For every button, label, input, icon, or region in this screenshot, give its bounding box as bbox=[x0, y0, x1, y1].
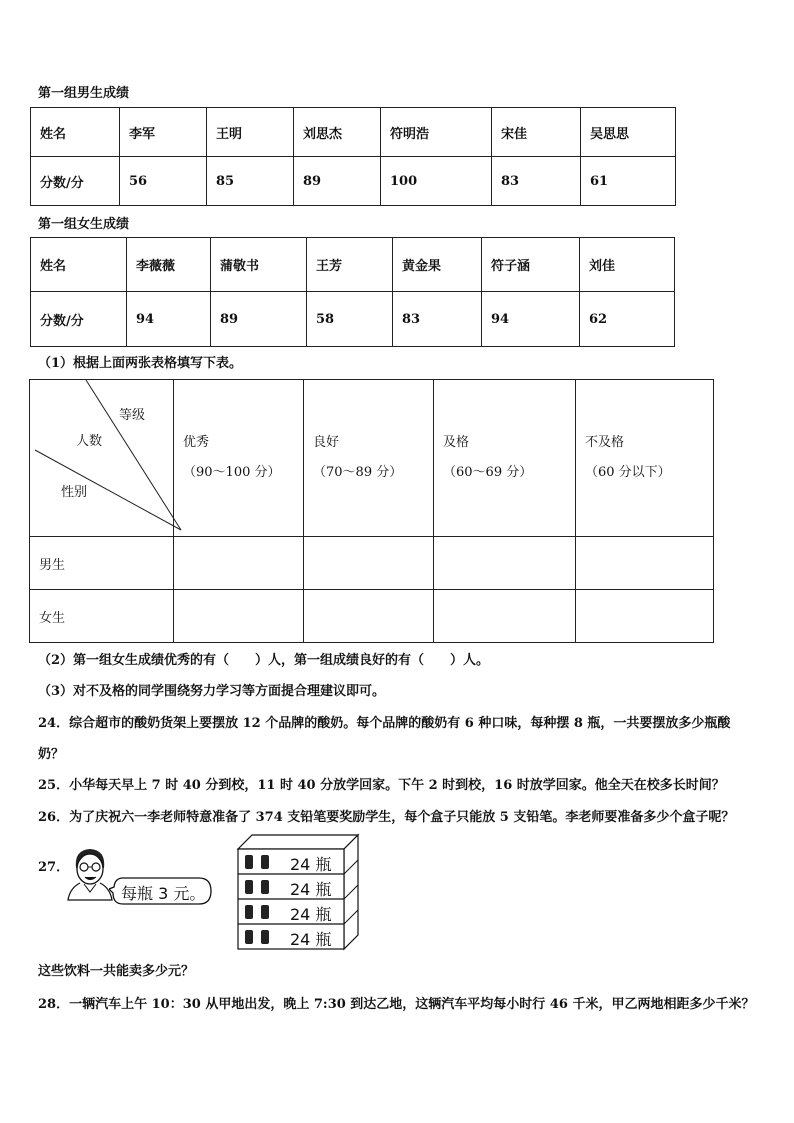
question-25-text: 25．小华每天早上 7 时 40 分到校，11 时 40 分放学回家。下午 2 时到校，16 时放学回家。他全天在校多长时间？ bbox=[38, 778, 725, 793]
boy-name: 宋佳 bbox=[492, 108, 581, 157]
boy-score: 100 bbox=[381, 157, 492, 206]
level-name: 及格 bbox=[443, 435, 470, 450]
answer-cell[interactable] bbox=[434, 537, 576, 590]
boy-score: 85 bbox=[207, 157, 294, 206]
boy-name: 吴思思 bbox=[581, 108, 676, 157]
diagonal-lines bbox=[30, 380, 182, 537]
table-row bbox=[31, 108, 676, 157]
question-28-text: 28．一辆汽车上午 10：30 从甲地出发，晚上 7:30 到达乙地，这辆汽车平均每小时行 46 千米，甲乙两地相距多少千米？ bbox=[38, 997, 755, 1012]
question-24-text-cont: 奶？ bbox=[38, 747, 65, 762]
girls-table-caption: 第一组女生成绩 bbox=[38, 217, 130, 232]
crate-label: 24 瓶 bbox=[290, 855, 332, 874]
diagonal-header-cell bbox=[30, 380, 174, 537]
girl-score: 89 bbox=[211, 292, 307, 347]
name-header: 姓名 bbox=[31, 108, 120, 157]
boy-score: 83 bbox=[492, 157, 581, 206]
girl-score: 62 bbox=[580, 292, 675, 347]
crate-label: 24 瓶 bbox=[290, 905, 332, 924]
crate bbox=[242, 877, 342, 897]
answer-cell[interactable] bbox=[304, 590, 434, 643]
level-range: （60 分以下） bbox=[585, 465, 671, 480]
girl-score: 94 bbox=[127, 292, 211, 347]
table-row bbox=[30, 537, 714, 590]
level-range: （70～89 分） bbox=[313, 465, 403, 480]
question-27-number: 27． bbox=[38, 860, 70, 875]
diag-label-grade: 等级 bbox=[119, 408, 146, 423]
question-2-text: （2）第一组女生成绩优秀的有（ ）人，第一组成绩良好的有（ ）人。 bbox=[38, 653, 490, 668]
girl-score: 58 bbox=[307, 292, 393, 347]
answer-cell[interactable] bbox=[434, 590, 576, 643]
girls-score-table bbox=[30, 237, 675, 347]
answer-cell[interactable] bbox=[576, 537, 714, 590]
question-24-text: 24．综合超市的酸奶货架上要摆放 12 个品牌的酸奶。每个品牌的酸奶有 6 种口味，每种摆 8 瓶，一共要摆放多少瓶酸 bbox=[38, 716, 731, 731]
girl-name: 黄金果 bbox=[393, 238, 482, 292]
boy-name: 符明浩 bbox=[381, 108, 492, 157]
boy-name: 王明 bbox=[207, 108, 294, 157]
boys-table-caption: 第一组男生成绩 bbox=[38, 86, 130, 101]
answer-cell[interactable] bbox=[576, 590, 714, 643]
table-row bbox=[31, 238, 675, 292]
level-name: 优秀 bbox=[183, 435, 210, 450]
boy-name: 李军 bbox=[120, 108, 207, 157]
girl-name: 刘佳 bbox=[580, 238, 675, 292]
girl-name: 蒲敬书 bbox=[211, 238, 307, 292]
bubble-text: 每瓶 3 元。 bbox=[121, 884, 206, 903]
table-row bbox=[30, 380, 714, 537]
answer-cell[interactable] bbox=[174, 537, 304, 590]
level-header-excellent bbox=[174, 380, 304, 537]
question-27-text: 这些饮料一共能卖多少元？ bbox=[38, 964, 195, 979]
level-name: 不及格 bbox=[585, 435, 625, 450]
question-1-text: （1）根据上面两张表格填写下表。 bbox=[38, 356, 243, 371]
name-header: 姓名 bbox=[31, 238, 127, 292]
bottle-icon bbox=[242, 877, 276, 897]
level-header-pass bbox=[434, 380, 576, 537]
boy-score: 56 bbox=[120, 157, 207, 206]
question-3-text: （3）对不及格的同学围绕努力学习等方面提合理建议即可。 bbox=[38, 684, 386, 699]
question-26-text: 26．为了庆祝六一李老师特意准备了 374 支铅笔要奖励学生，每个盒子只能放 5 支铅笔。李老师要准备多少个盒子呢？ bbox=[38, 810, 735, 825]
boy-name: 刘思杰 bbox=[294, 108, 381, 157]
crate-label: 24 瓶 bbox=[290, 930, 332, 949]
fill-in-grade-table bbox=[29, 379, 714, 643]
score-header: 分数/分 bbox=[31, 157, 120, 206]
answer-cell[interactable] bbox=[304, 537, 434, 590]
table-row bbox=[31, 157, 676, 206]
table-row bbox=[30, 590, 714, 643]
row-label-boys: 男生 bbox=[30, 537, 174, 590]
row-label-girls: 女生 bbox=[30, 590, 174, 643]
boy-score: 61 bbox=[581, 157, 676, 206]
girl-score: 83 bbox=[393, 292, 482, 347]
level-header-fail bbox=[576, 380, 714, 537]
answer-cell[interactable] bbox=[174, 590, 304, 643]
girl-name: 符子涵 bbox=[482, 238, 580, 292]
bottle-icon bbox=[242, 927, 276, 947]
boy-score: 89 bbox=[294, 157, 381, 206]
table-row bbox=[31, 292, 675, 347]
crate bbox=[242, 852, 342, 872]
crate bbox=[242, 902, 342, 922]
speech-bubble bbox=[109, 876, 213, 906]
diag-label-count: 人数 bbox=[76, 434, 103, 449]
bottle-icon bbox=[242, 902, 276, 922]
girl-score: 94 bbox=[482, 292, 580, 347]
girl-name: 王芳 bbox=[307, 238, 393, 292]
boys-score-table bbox=[30, 107, 676, 206]
bottle-icon bbox=[242, 852, 276, 872]
drink-crate-stack bbox=[236, 833, 360, 951]
diag-label-gender: 性别 bbox=[61, 485, 88, 500]
crate bbox=[242, 927, 342, 947]
level-header-good bbox=[304, 380, 434, 537]
level-name: 良好 bbox=[313, 435, 340, 450]
score-header: 分数/分 bbox=[31, 292, 127, 347]
crate-label: 24 瓶 bbox=[290, 880, 332, 899]
level-range: （90～100 分） bbox=[183, 465, 281, 480]
girl-name: 李薇薇 bbox=[127, 238, 211, 292]
level-range: （60～69 分） bbox=[443, 465, 533, 480]
